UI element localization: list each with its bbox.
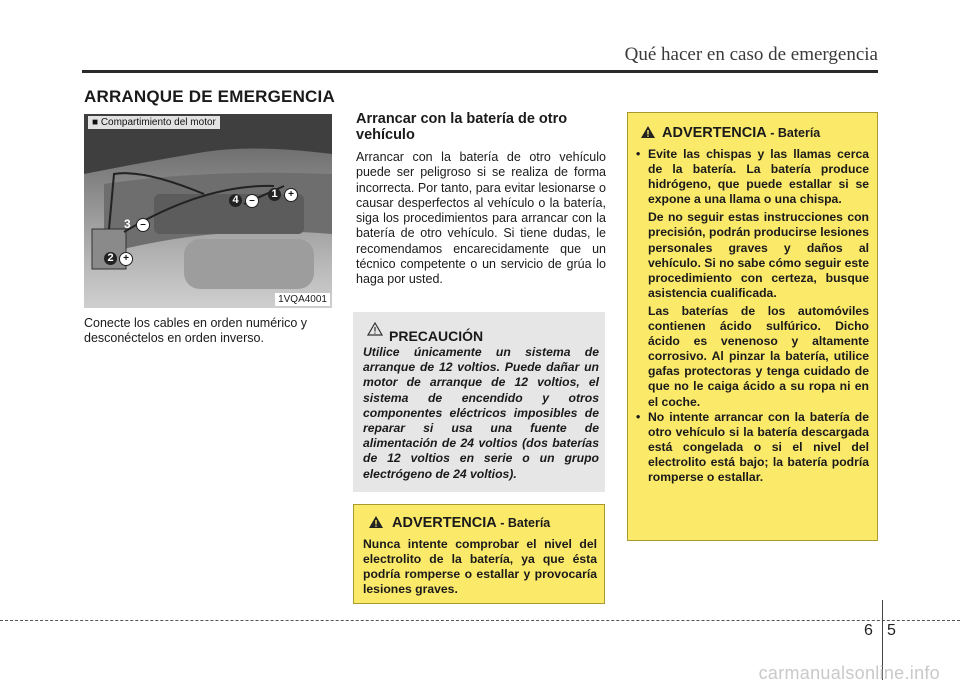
warning-small-title-main: ADVERTENCIA — [392, 515, 497, 531]
warning-small-subtitle: - Batería — [500, 516, 551, 530]
figure-code: 1VQA4001 — [275, 293, 330, 306]
engine-compartment-figure — [84, 114, 332, 308]
warning-triangle-icon — [640, 125, 656, 139]
caution-title: PRECAUCIÓN — [389, 328, 484, 344]
warning-triangle-icon — [368, 515, 384, 529]
warning-large-body — [636, 147, 869, 485]
watermark: carmanualsonline.info — [758, 663, 940, 683]
warning-item-sparks-text: • Evite las chispas y las llamas cerca de la batería. La batería produce hidrógeno, que puede estallar si se expone a una llama o una chispa. — [648, 147, 869, 207]
connect-instructions: Conecte los cables en orden numérico y desconéctelos en orden inverso. — [84, 316, 308, 345]
warning-large-title — [662, 125, 820, 141]
label-minus-4: – — [245, 194, 259, 208]
page-header-title: Qué hacer en caso de emergencia — [624, 44, 878, 65]
label-minus-3: – — [136, 218, 150, 232]
jump-start-paragraph: Arrancar con la batería de otro vehículo puede ser peligroso si se realiza de forma incorrecta. Por tanto, para evitar lesionarse o causar desperfectos al vehículo o la batería, siga los procedimientos para arrancar con la batería de otro vehículo. Si tiene dudas, le recomendamos encarecidamente que un técnico competente o un servicio de grúa lo haga por usted. — [356, 150, 606, 287]
warning-item-sparks — [636, 147, 869, 410]
caution-triangle-icon — [367, 322, 383, 336]
label-3: 3 — [124, 217, 131, 231]
label-4: 4 — [229, 194, 242, 207]
footer-dashed-rule — [0, 620, 960, 621]
section-title: ARRANQUE DE EMERGENCIA — [84, 87, 335, 106]
label-plus-1: + — [284, 188, 298, 202]
warning-large-subtitle: - Batería — [770, 126, 821, 140]
figure-caption: ■ Compartimiento del motor — [88, 116, 220, 129]
warning-box-small — [353, 504, 605, 604]
label-2: 2 — [104, 252, 117, 265]
label-plus-2: + — [119, 252, 133, 266]
warning-item-sparks-p3: Las baterías de los automóviles contienen ácido sulfúrico. Dicho ácido es venenoso y altamente corrosivo. Al pinzar la batería, utilice gafas protectoras y tenga cuidado de que no le caiga ácido a su ropa ni en el coche. — [648, 303, 869, 409]
label-1: 1 — [268, 188, 281, 201]
engine-illustration — [84, 114, 332, 308]
caution-body: Utilice únicamente un sistema de arranque de 12 voltios. Puede dañar un motor de arranque de 12 voltios, el sistema de encendido y otros componentes eléctricos imposibles de reparar si usa una fuente de alimentación de 24 voltios (dos baterías de 12 voltios en serie o un grupo electrógeno de 24 voltios). — [363, 345, 599, 481]
header-rule — [82, 70, 878, 73]
warning-item-sparks-p2: De no seguir estas instrucciones con precisión, podrán producirse lesiones personales graves y daños al vehículo. Si no sabe cómo seguir este procedimiento con certeza, busque asistencia cualificada. — [648, 210, 869, 300]
caution-box — [353, 312, 605, 492]
page-number: 5 — [887, 622, 896, 639]
warning-item-frozen — [636, 410, 869, 485]
warning-box-large — [627, 112, 878, 541]
warning-small-body: Nunca intente comprobar el nivel del electrolito de la batería, ya que ésta podría romperse o estallar y provocaría lesiones graves. — [363, 537, 597, 596]
warning-small-title — [392, 515, 550, 531]
warning-large-title-main: ADVERTENCIA — [662, 125, 767, 141]
jump-start-heading: Arrancar con la batería de otro vehículo — [356, 111, 568, 143]
page-chapter-number: 6 — [864, 622, 873, 639]
warning-item-frozen-text: • No intente arrancar con la batería de otro vehículo si la batería descargada está congelada o si el nivel del electrolito está bajo; la batería podría romperse o estallar. — [648, 409, 869, 484]
